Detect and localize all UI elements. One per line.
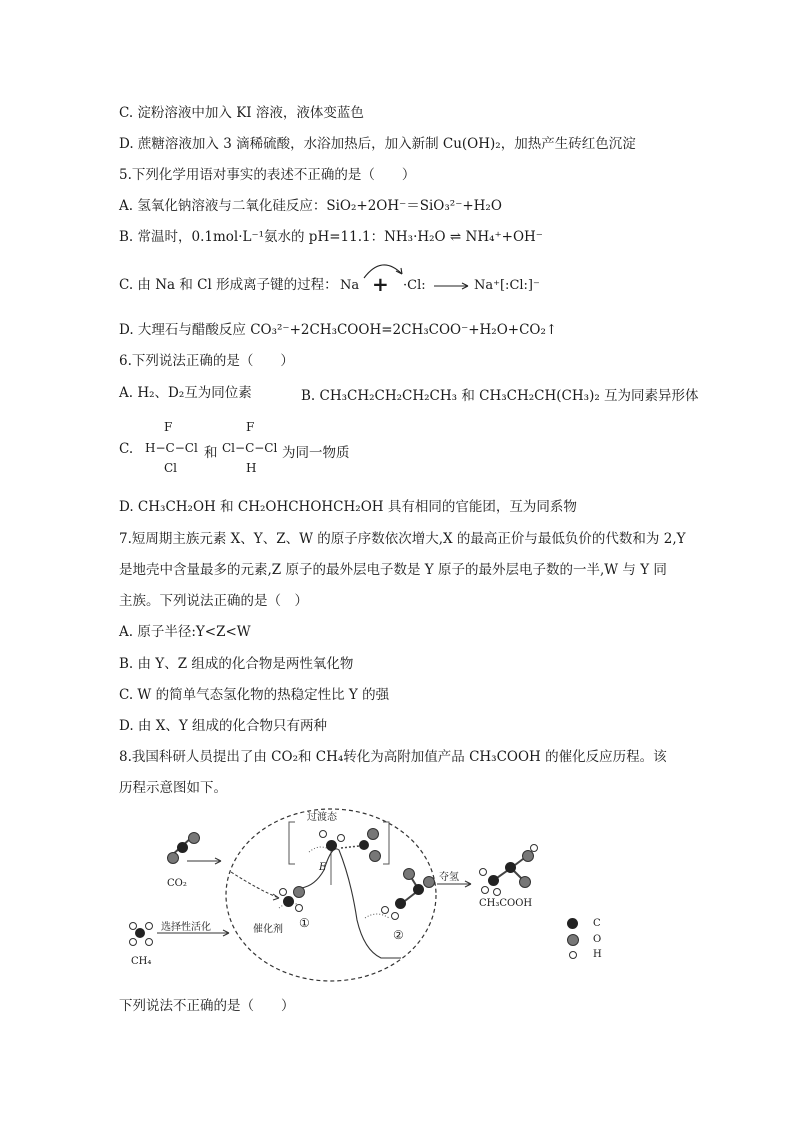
reaction-mechanism-diagram <box>119 800 639 990</box>
catalyst-label: 催化剂 <box>253 924 283 935</box>
na-symbol: Na <box>340 278 360 293</box>
diagram-lines <box>119 800 639 990</box>
product-hydrogen-atom <box>530 844 538 852</box>
molecule-2-top: F <box>246 420 255 434</box>
option-5b: B. 常温时，0.1mol·L⁻¹氨水的 pH=11.1：NH₃·H₂O ⇌ NH₄⁺+OH⁻ <box>119 229 543 245</box>
question-7-line2: 是地壳中含量最多的元素,Z 原子的最外层电子数是 Y 原子的最外层电子数的一半,W 与 Y 同 <box>119 562 667 578</box>
ts-hydrogen-atom <box>319 830 327 838</box>
co2-oxygen-atom <box>188 832 200 844</box>
question-8-prompt: 下列说法不正确的是（ ） <box>119 998 295 1014</box>
co2-oxygen-atom <box>167 852 179 864</box>
intermediate-hydrogen-atom <box>279 888 287 896</box>
reaction-arrow <box>434 280 472 292</box>
step-2-label: ② <box>393 928 404 942</box>
molecule-1-mid: H−C−Cl <box>145 441 198 455</box>
question-8-line2: 历程示意图如下。 <box>119 780 227 796</box>
step-1-label: ① <box>299 916 310 930</box>
ts-carbon-atom <box>359 840 369 850</box>
option-6b: B. CH₃CH₂CH₂CH₂CH₃ 和 CH₃CH₂CH(CH₃)₂ 互为同素异形体 <box>301 388 699 404</box>
ch4-hydrogen-atom <box>129 922 137 930</box>
ch4-hydrogen-atom <box>129 938 137 946</box>
legend-hydrogen-atom <box>569 951 577 959</box>
option-6d: D. CH₃CH₂OH 和 CH₂OHCHOHCH₂OH 具有相同的官能团，互为同系物 <box>119 499 577 515</box>
option-6a: A. H₂、D₂互为同位素 <box>119 385 252 401</box>
electron-transfer-arrow <box>360 258 410 280</box>
plus-sign: + <box>372 272 389 296</box>
question-7-line3: 主族。下列说法正确的是（ ） <box>119 593 308 609</box>
option-7a: A. 原子半径:Y<Z<W <box>119 624 251 640</box>
ts-carbon-atom <box>326 840 337 851</box>
option-5d: D. 大理石与醋酸反应 CO₃²⁻+2CH₃COOH=2CH₃COO⁻+H₂O+CO₂↑ <box>119 322 558 338</box>
ch4-hydrogen-atom <box>145 922 153 930</box>
option-5a: A. 氢氧化钠溶液与二氧化硅反应：SiO₂+2OH⁻＝SiO₃²⁻+H₂O <box>119 198 502 214</box>
ts-oxygen-atom <box>367 828 379 840</box>
intermediate-2-carbon-atom <box>413 884 424 895</box>
product-hydrogen-atom <box>479 868 487 876</box>
ch4-hydrogen-atom <box>145 938 153 946</box>
question-6: 6.下列说法正确的是（ ） <box>119 353 294 369</box>
intermediate-carbon-atom <box>283 896 294 907</box>
legend-carbon-label: C <box>593 918 601 929</box>
product-oxygen-atom <box>519 876 531 888</box>
molecule-2-bot: H <box>246 461 257 475</box>
product-carbon-atom <box>488 875 499 886</box>
ionic-product: Na⁺[:Cl:]⁻ <box>474 278 540 293</box>
legend-oxygen-atom <box>567 934 579 946</box>
question-5: 5.下列化学用语对事实的表述不正确的是（ ） <box>119 167 416 183</box>
question-7-line1: 7.短周期主族元素 X、Y、Z、W 的原子序数依次增大,X 的最高正价与最低负价的代数和为 2,Y <box>119 531 686 547</box>
option-4d: D. 蔗糖溶液加入 3 滴稀硫酸，水浴加热后，加入新制 Cu(OH)₂，加热产生砖红色沉淀 <box>119 136 636 152</box>
cl-symbol: ·Cl: <box>403 278 426 293</box>
product-carbon-atom <box>505 862 516 873</box>
intermediate-2-oxygen-atom <box>423 876 435 888</box>
product-hydrogen-atom <box>481 886 489 894</box>
option-7d: D. 由 X、Y 组成的化合物只有两种 <box>119 718 328 734</box>
intermediate-oxygen-atom <box>293 886 305 898</box>
question-8-line1: 8.我国科研人员提出了由 CO₂和 CH₄转化为高附加值产品 CH₃COOH 的催化反应历程。该 <box>119 749 667 765</box>
option-7b: B. 由 Y、Z 组成的化合物是两性氧化物 <box>119 656 354 672</box>
legend-hydrogen-label: H <box>593 949 602 960</box>
molecule-2-mid: Cl−C−Cl <box>222 441 278 455</box>
ts-hydrogen-atom <box>337 834 345 842</box>
energy-label: E <box>319 862 327 873</box>
intermediate-2-hydrogen-atom <box>381 906 389 914</box>
intermediate-hydrogen-atom <box>295 904 303 912</box>
product-hydrogen-atom <box>493 888 501 896</box>
ts-oxygen-atom <box>369 850 381 862</box>
select-activate-label: 选择性活化 <box>161 922 211 933</box>
option-6c-label: C. <box>119 441 134 457</box>
intermediate-2-carbon-atom <box>395 898 406 909</box>
dehydro-label: 夺氢 <box>439 872 459 883</box>
molecule-1-top: F <box>164 420 173 434</box>
option-5c: C. 由 Na 和 Cl 形成离子键的过程： <box>119 277 338 293</box>
legend-carbon-atom <box>567 918 578 929</box>
legend-oxygen-label: O <box>593 934 602 945</box>
option-6c-end: 为同一物质 <box>282 445 350 461</box>
intermediate-2-hydrogen-atom <box>391 912 399 920</box>
molecule-1-bot: Cl <box>164 461 178 475</box>
product-label: CH₃COOH <box>479 898 533 909</box>
and-text: 和 <box>204 445 218 461</box>
co2-carbon-atom <box>177 842 188 853</box>
intermediate-2-oxygen-atom <box>403 868 415 880</box>
co2-label: CO₂ <box>167 878 187 889</box>
transition-state-label: 过渡态 <box>307 812 337 823</box>
ch4-carbon-atom <box>135 928 145 938</box>
option-7c: C. W 的简单气态氢化物的热稳定性比 Y 的强 <box>119 687 390 703</box>
option-4c: C. 淀粉溶液中加入 KI 溶液，液体变蓝色 <box>119 105 364 121</box>
ch4-label: CH₄ <box>131 956 152 967</box>
